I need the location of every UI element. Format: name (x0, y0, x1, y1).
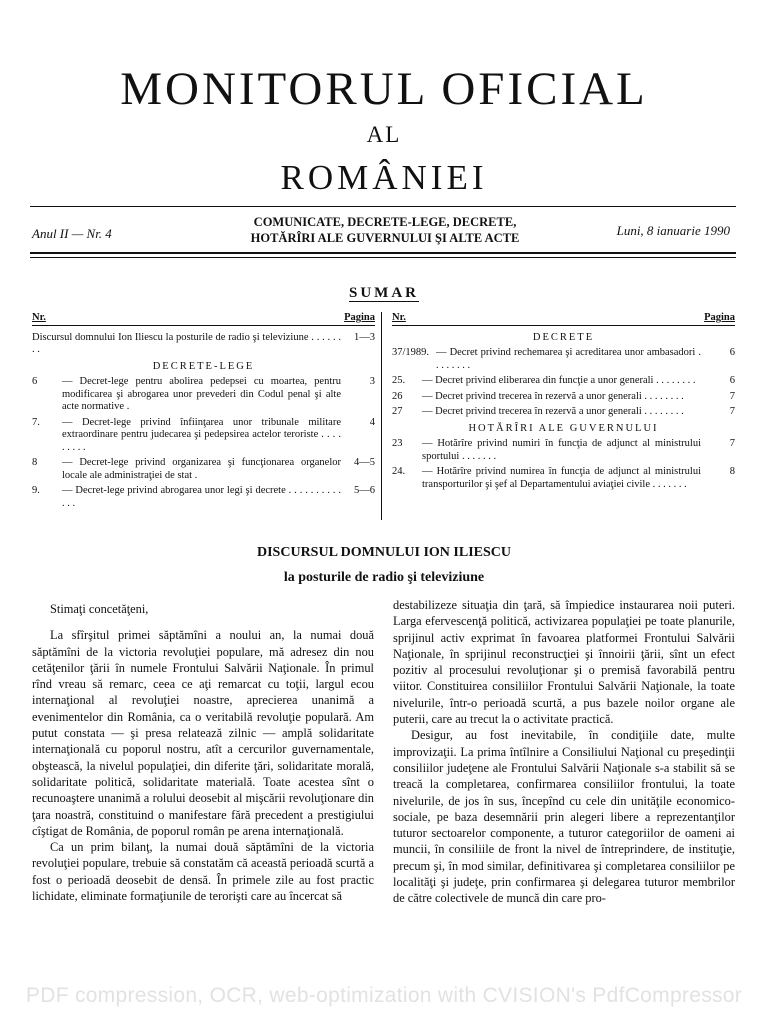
col-page-label: Pagina (704, 312, 735, 323)
summary-entry-text: — Decret-lege privind organizarea şi funcţionarea organelor locale ale administraţiei de stat . (62, 457, 341, 481)
summary-entry-number: 26 (392, 390, 403, 402)
masthead-title: MONITORUL OFICIAL (120, 63, 648, 115)
summary-entry-text: — Decret privind trecerea în rezervă a unor generali . . . . . . . . (422, 390, 684, 402)
summary-entry-intro[interactable] (32, 332, 375, 357)
article-left-column (32, 597, 374, 904)
summary-entry-page: 4—5 (354, 457, 375, 468)
summary-entry-page: 5—6 (354, 485, 375, 496)
summary-entry[interactable] (392, 375, 735, 388)
summary-entry[interactable] (392, 438, 735, 463)
header-rule-top (30, 206, 736, 207)
summary-entry-text: — Hotărîre privind numirea în funcţia de adjunct al ministrului transporturilor şi şef al Departamentului aviaţiei civile . . . . . . . (422, 466, 701, 490)
summary-right-header (392, 312, 735, 326)
summary-entry-page: 3 (369, 376, 375, 387)
issue-subtitle (220, 214, 550, 246)
section-decrete-lege: DECRETE-LEGE (152, 360, 255, 372)
masthead-romaniei: ROMÂNIEI (280, 158, 488, 197)
issue-subtitle-line1: COMUNICATE, DECRETE-LEGE, DECRETE, (253, 215, 517, 229)
summary-title: SUMAR (349, 285, 419, 301)
summary-entry-number: 27 (392, 406, 403, 417)
summary-entry[interactable] (32, 485, 375, 510)
summary-entry-number: 7. (32, 416, 40, 428)
article-paragraph: La sfîrşitul primei săptămîni a noului an, la numai două săptămîni de la victoria revoluţiei populare, mă adresez din nou cetăţenilor ţării în numele Frontului Salvării Naţionale. În primul rînd vreau să remarc, ceea ce aţi remarcat cu toţii, largul ecou internaţional al revoluţiei noastre, aprecierea unanimă a evenimentelor din România, ca o veritabilă revoluţie populară. Am putut constata — şi presa relatează zilnic — amplă solidaritate internaţională cu poporul nostru, atît a cercurilor guvernamentale, obştească, la nivelul populaţiei, din diferite ţări, solidaritate morală, solidaritate politică, solidaritate materială. Toate acestea sînt o recunoaştere unanimă a rolului deosebit al mişcării revoluţionare din ţara noastră, constituind o manifestare fără precedent a prestigiului cîştigat de România, de poporul român pe arena internaţională. (32, 628, 374, 838)
masthead-al: AL (366, 122, 402, 147)
summary-entry-text: — Decret-lege pentru abolirea pedepsei cu moartea, pentru modificarea şi abrogarea unor prevederi din Codul penal şi alte acte normative . (62, 376, 341, 412)
article-subtitle: la posturile de radio şi televiziune (283, 570, 485, 585)
summary-entry-number: 9. (32, 485, 40, 496)
article-title: DISCURSUL DOMNULUI ION ILIESCU (257, 545, 511, 560)
section-decrete: DECRETE (532, 331, 595, 343)
summary-entry-page: 8 (729, 466, 735, 477)
summary-column-divider (381, 312, 382, 520)
summary-entry[interactable] (392, 406, 735, 419)
compression-watermark: PDF compression, OCR, web-optimization with CVISION's PdfCompressor (25, 984, 743, 1007)
col-page-label: Pagina (344, 312, 375, 323)
summary-entry[interactable] (32, 457, 375, 482)
summary-entry[interactable] (32, 417, 375, 455)
summary-entry-text: — Decret privind rechemarea şi acreditarea unor ambasadori . . . . . . . . (436, 347, 701, 371)
summary-entry-number: 37/1989. (392, 347, 430, 358)
summary-entry-page: 7 (729, 406, 735, 417)
summary-left-column (32, 312, 375, 513)
summary-entry[interactable] (392, 466, 735, 491)
summary-entry-number: 23 (392, 438, 403, 449)
col-nr-label: Nr. (392, 312, 406, 323)
summary-entry-number: 25. (392, 375, 406, 386)
header-rule-bottom (30, 252, 736, 254)
summary-entry-page: 6 (729, 375, 735, 386)
header-rule-bottom-thin (30, 257, 736, 258)
summary-entry[interactable] (392, 347, 735, 372)
summary-entry-number: 24. (392, 466, 406, 477)
article-paragraph: Ca un prim bilanţ, la numai două săptămîni de la victoria revoluţiei populare, trebuie să constatăm că această perioadă scurtă a fost o perioadă deosebit de densă. În primele zile au fost practic lichidate, eliminate formaţiunile de terorişti care au încercat să (32, 840, 374, 904)
article-greeting: Stimaţi concetăţeni, (50, 602, 149, 616)
summary-entry-text: — Hotărîre privind numiri în funcţia de adjunct al ministrului sportului . . . . . . . (422, 438, 701, 462)
summary-entry-text: Discursul domnului Ion Iliescu la posturile de radio şi televiziune . . . . . . . . (32, 331, 341, 355)
summary-entry-page: 6 (729, 347, 735, 358)
section-hotariri: HOTĂRÎRI ALE GUVERNULUI (468, 422, 659, 434)
summary-entry-number: 8 (32, 457, 38, 468)
issue-subtitle-line2: HOTĂRÎRI ALE GUVERNULUI ŞI ALTE ACTE (250, 231, 520, 245)
issue-number: Anul II — Nr. 4 (32, 226, 112, 241)
summary-entry-page: 4 (369, 416, 375, 428)
summary-right-column (392, 312, 735, 494)
summary-left-header (32, 312, 375, 326)
article-paragraph: destabilizeze situaţia din ţară, să împiedice instaurarea noii puteri. Larga efervescenţă politică, activizarea populaţiei pe toate planurile, sprijinul activ exprimat în favoarea platformei Frontului Salvării Naţionale, în sprijinul reconstrucţiei şi înnoirii ţării, sînt un efect pozitiv al procesului revoluţionar şi o premisă favorabilă pentru viitor. Constituirea consiliilor Frontului Salvării Naţionale, la toate nivelurile, într-o perioadă scurtă, a pus bazele noilor organe ale puterii, care au trecut la o activitate practică. (393, 598, 735, 727)
col-nr-label: Nr. (32, 312, 46, 323)
summary-entry-text: — Decret privind eliberarea din funcţie a unor generali . . . . . . . . (422, 375, 696, 386)
summary-entry-text: — Decret-lege privind înfiinţarea unor tribunale militare extraordinare pentru judecarea şi pedepsirea actelor teroriste . . . . . . . . . (62, 416, 341, 453)
article-right-column (393, 597, 735, 907)
summary-entry[interactable] (32, 376, 375, 414)
issue-date: Luni, 8 ianuarie 1990 (616, 223, 730, 238)
summary-entry-text: — Decret privind trecerea în rezervă a unor generali . . . . . . . . (422, 406, 684, 417)
summary-entry-number: 6 (32, 376, 38, 387)
summary-entry-text: — Decret-lege privind abrogarea unor legi şi decrete . . . . . . . . . . . . . (62, 485, 341, 509)
summary-entry-page: 1—3 (354, 331, 375, 343)
summary-entry-page: 7 (729, 438, 735, 449)
summary-entry[interactable] (392, 391, 735, 404)
summary-entry-page: 7 (729, 390, 735, 402)
article-paragraph: Desigur, au fost inevitabile, în condiţiile date, multe improvizaţii. La prima întîlnire a Consiliului Naţional cu preşedinţii consiliilor judeţene ale Frontului Salvării Naţionale s-a stabilit să se treacă la completarea, confirmarea consiliilor frontului, la toate nivelurile, de jos în sus, începînd cu cele din unităţile economico-sociale, pe baza desemnării prin alegeri libere a reprezentanţilor tuturor sectoarelor componente, a tuturor categoriilor de oameni ai muncii, în consiliile de front la nivel de întreprindere, de instituţie, precum şi, în mod similar, definitivarea şi completarea consiliilor pe localităţi şi judeţe, prin confirmarea şi delegarea tuturor membrilor de către colectivele de muncă din care pro- (393, 728, 735, 906)
